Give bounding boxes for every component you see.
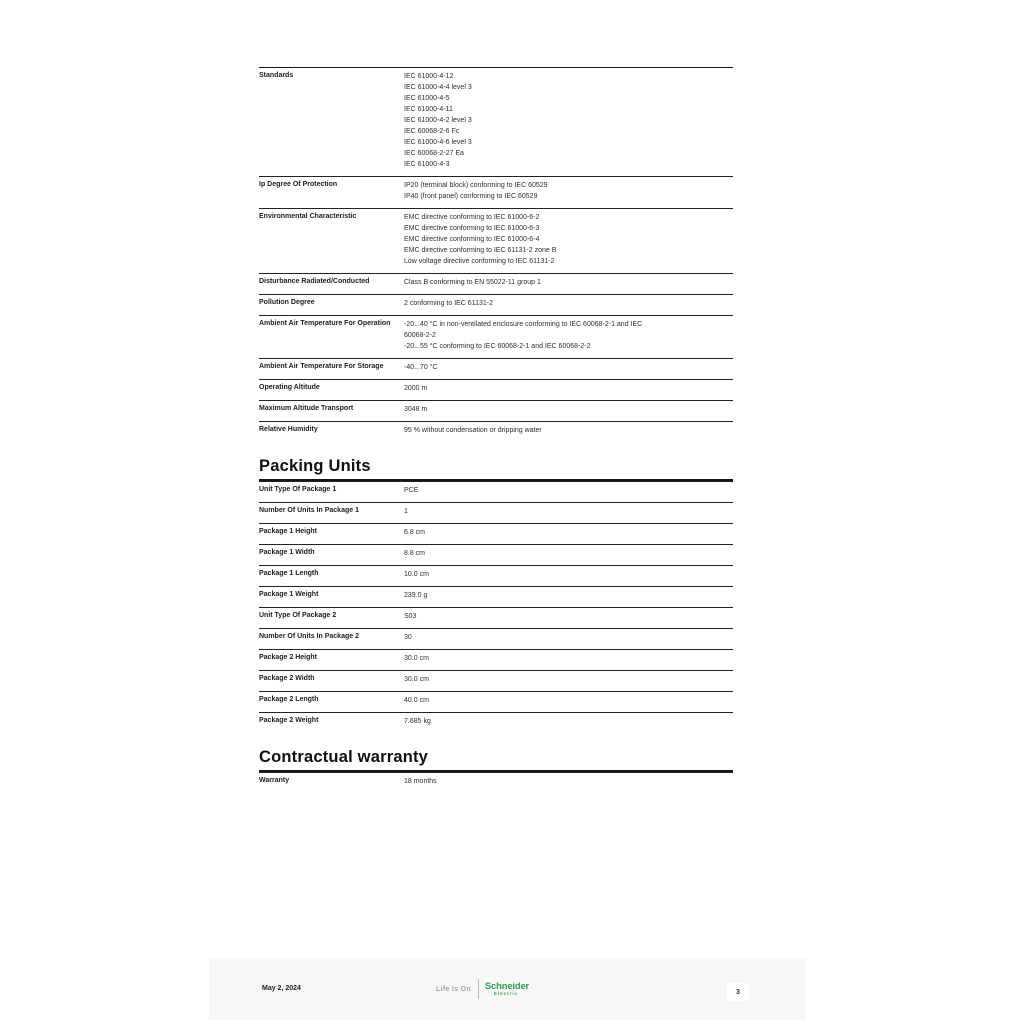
row-values [404, 404, 691, 415]
row-value: PCE [404, 487, 419, 494]
spec-row [259, 358, 733, 379]
row-value: IEC 61000-4-12 [404, 73, 454, 80]
row-value: EMC directive conforming to IEC 61000-6-4 [404, 236, 540, 243]
row-values [404, 180, 691, 202]
row-values [404, 319, 691, 352]
brand-wordmark [485, 982, 529, 996]
row-values [404, 212, 691, 267]
life-is-on-tagline: Life Is On [436, 985, 471, 993]
spec-row [259, 176, 733, 208]
section-environment-specs [259, 67, 733, 442]
row-values [404, 506, 691, 517]
row-value: 30.0 cm [404, 676, 429, 683]
row-label: Package 2 Length [259, 696, 319, 703]
section-heading: Contractual warranty [259, 748, 733, 772]
row-value: 2 conforming to IEC 61131-2 [404, 300, 493, 307]
row-label: Disturbance Radiated/Conducted [259, 278, 370, 285]
row-value: IEC 61000-4-4 level 3 [404, 84, 472, 91]
row-values [404, 695, 691, 706]
spec-row [259, 421, 733, 442]
spec-row [259, 315, 733, 358]
spec-row [259, 607, 733, 628]
row-values [404, 716, 691, 727]
spec-row [259, 481, 733, 502]
spec-row [259, 649, 733, 670]
section-heading: Packing Units [259, 457, 733, 481]
row-value: IEC 61000-4-11 [404, 106, 453, 113]
spec-row [259, 523, 733, 544]
row-value: 60068-2-2 [404, 332, 436, 339]
row-value: 10.0 cm [404, 571, 429, 578]
spec-row [259, 379, 733, 400]
row-label: Environmental Characteristic [259, 213, 357, 220]
row-values [404, 590, 691, 601]
row-label: Number Of Units In Package 1 [259, 507, 359, 514]
row-value: 239.0 g [404, 592, 428, 599]
logo-divider [478, 979, 479, 999]
row-label: Package 1 Weight [259, 591, 319, 598]
row-value: S03 [404, 613, 417, 620]
row-values [404, 632, 691, 643]
row-value: 3048 m [404, 406, 428, 413]
row-value: 7.685 kg [404, 718, 431, 725]
row-values [404, 776, 691, 787]
row-value: 30 [404, 634, 412, 641]
row-values [404, 569, 691, 580]
row-label: Package 1 Width [259, 549, 315, 556]
schneider-logo [436, 979, 529, 999]
row-value: IEC 60068-2-6 Fc [404, 128, 460, 135]
row-label: Ambient Air Temperature For Storage [259, 363, 384, 370]
row-label: Package 1 Height [259, 528, 317, 535]
spec-row [259, 68, 733, 176]
row-value: EMC directive conforming to IEC 61000-6-2 [404, 214, 540, 221]
row-value: IEC 61000-4-2 level 3 [404, 117, 472, 124]
spec-row [259, 544, 733, 565]
row-values [404, 277, 691, 288]
row-label: Unit Type Of Package 2 [259, 612, 337, 619]
row-value: Low voltage directive conforming to IEC 61131-2 [404, 258, 555, 265]
row-values [404, 611, 691, 622]
row-value: -20...40 °C in non-ventilated enclosure conforming to IEC 60068-2-1 and IEC [404, 321, 643, 328]
row-values [404, 674, 691, 685]
spec-row [259, 565, 733, 586]
brand-name: Schneider [484, 981, 530, 992]
row-values [404, 548, 691, 559]
spec-row [259, 628, 733, 649]
row-value: 30.0 cm [404, 655, 429, 662]
spec-row [259, 208, 733, 273]
row-value: 18 months [404, 778, 437, 785]
row-value: IEC 61000-4-3 [404, 161, 450, 168]
spec-row [259, 273, 733, 294]
row-label: Package 1 Length [259, 570, 319, 577]
row-label: Package 2 Width [259, 675, 315, 682]
section-packing-units [259, 457, 733, 733]
row-value: 1 [404, 508, 408, 515]
spec-content [259, 67, 733, 793]
row-value: EMC directive conforming to IEC 61131-2 zone B [404, 247, 557, 254]
brand-subname: Electric [493, 991, 519, 996]
page-number: 3 [727, 983, 749, 1001]
spec-row [259, 772, 733, 793]
row-label: Operating Altitude [259, 384, 320, 391]
row-values [404, 383, 691, 394]
row-value: 2000 m [404, 385, 428, 392]
row-label: Package 2 Weight [259, 717, 319, 724]
row-values [404, 653, 691, 664]
row-values [404, 71, 691, 170]
row-label: Pollution Degree [259, 299, 315, 306]
section-contractual-warranty [259, 748, 733, 793]
spec-row [259, 400, 733, 421]
spec-row [259, 502, 733, 523]
row-value: IEC 61000-4-5 [404, 95, 450, 102]
row-values [404, 527, 691, 538]
row-values [404, 425, 691, 436]
row-label: Ip Degree Of Protection [259, 181, 338, 188]
row-label: Warranty [259, 777, 290, 784]
row-value: 8.8 cm [404, 550, 426, 557]
spec-row [259, 294, 733, 315]
row-label: Number Of Units In Package 2 [259, 633, 359, 640]
spec-row [259, 670, 733, 691]
row-label: Relative Humidity [259, 426, 318, 433]
spec-row [259, 712, 733, 733]
spec-row [259, 691, 733, 712]
row-value: 40.0 cm [404, 697, 429, 704]
row-value: -40...70 °C [404, 364, 438, 371]
row-value: 6.8 cm [404, 529, 426, 536]
row-value: 95 % without condensation or dripping water [404, 427, 542, 434]
row-value: IP40 (front panel) conforming to IEC 60529 [404, 193, 538, 200]
spec-row [259, 586, 733, 607]
row-label: Standards [259, 72, 294, 79]
row-label: Unit Type Of Package 1 [259, 486, 337, 493]
row-value: IEC 60068-2-27 Ea [404, 150, 464, 157]
row-values [404, 362, 691, 373]
row-label: Package 2 Height [259, 654, 317, 661]
page-footer [209, 958, 806, 1020]
footer-date: May 2, 2024 [262, 985, 301, 992]
row-value: -20...55 °C conforming to IEC 60068-2-1 and IEC 60068-2-2 [404, 343, 591, 350]
row-values [404, 485, 691, 496]
row-value: IEC 61000-4-6 level 3 [404, 139, 472, 146]
row-label: Maximum Altitude Transport [259, 405, 354, 412]
row-value: Class B conforming to EN 55022-11 group 1 [404, 279, 541, 286]
row-value: EMC directive conforming to IEC 61000-6-3 [404, 225, 540, 232]
row-value: IP20 (terminal block) conforming to IEC 60529 [404, 182, 548, 189]
row-values [404, 298, 691, 309]
row-label: Ambient Air Temperature For Operation [259, 320, 391, 327]
